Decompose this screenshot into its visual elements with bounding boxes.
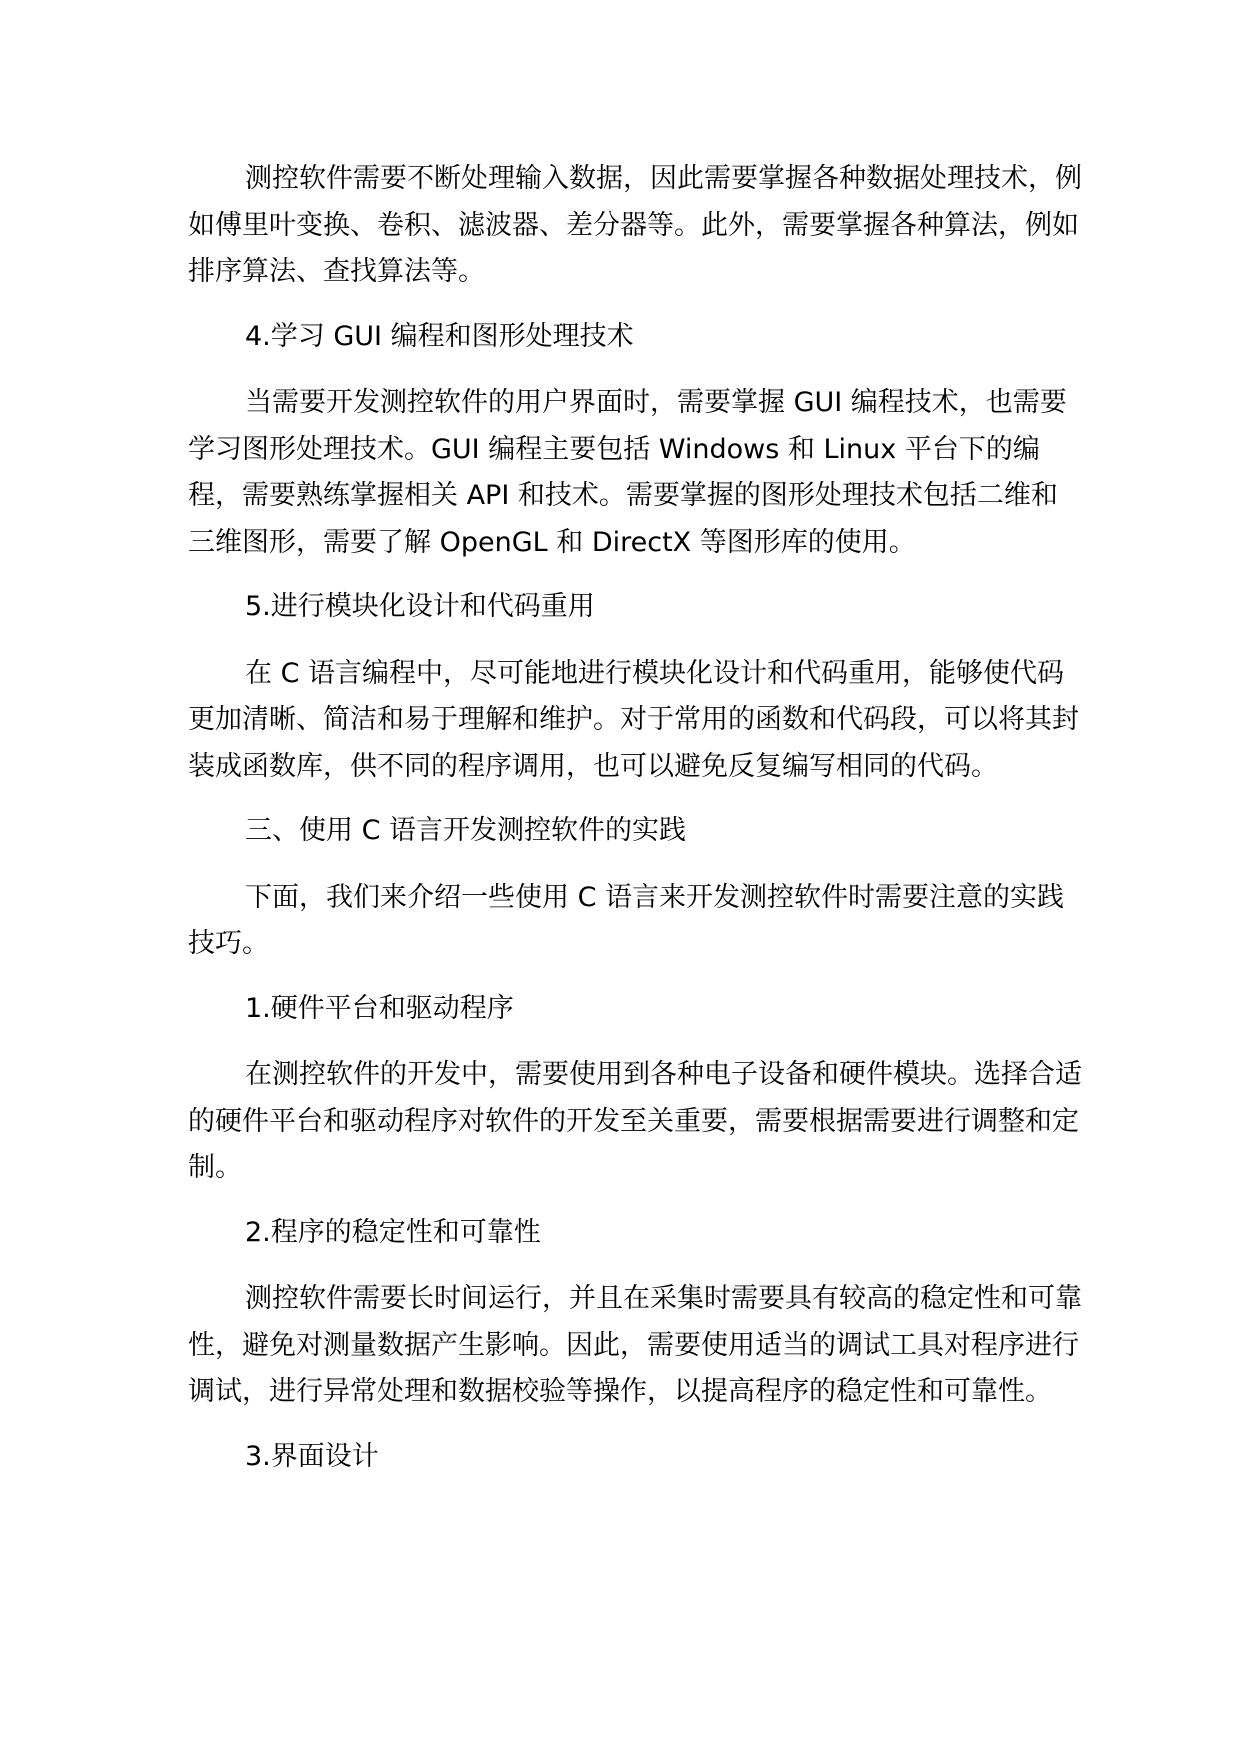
paragraph-hardware: 在测控软件的开发中，需要使用到各种电子设备和硬件模块。选择合适的硬件平台和驱动程序对软件的开发至关重要，需要根据需要进行调整和定制。 (188, 1059, 1082, 1183)
section-heading-stability: 2.程序的稳定性和可靠性 (245, 1216, 541, 1248)
paragraph-data-processing: 测控软件需要不断处理输入数据，因此需要掌握各种数据处理技术，例如傅里叶变换、卷积、滤波器、差分器等。此外，需要掌握各种算法，例如排序算法、查找算法等。 (188, 163, 1082, 287)
document-body (188, 156, 1083, 1500)
paragraph-practice-intro: 下面，我们来介绍一些使用 C 语言来开发测控软件时需要注意的实践技巧。 (188, 881, 1065, 959)
section-heading-gui: 4.学习 GUI 编程和图形处理技术 (245, 320, 634, 352)
paragraph-gui-programming: 当需要开发测控软件的用户界面时，需要掌握 GUI 编程技术，也需要学习图形处理技术。GUI 编程主要包括 Windows 和 Linux 平台下的编程，需要熟练掌握相关 API 和技术。需要掌握的图形处理技术包括二维和三维图形，需要了解 OpenGL 和 DirectX 等图形库的使用。 (188, 387, 1067, 558)
section-heading-practice: 三、使用 C 语言开发测控软件的实践 (245, 815, 687, 846)
section-heading-modular-design: 5.进行模块化设计和代码重用 (245, 591, 595, 622)
section-heading-hardware: 1.硬件平台和驱动程序 (245, 992, 514, 1024)
paragraph-modular-design: 在 C 语言编程中，尽可能地进行模块化设计和代码重用，能够使代码更加清晰、简洁和易于理解和维护。对于常用的函数和代码段，可以将其封装成函数库，供不同的程序调用，也可以避免反复编写相同的代码。 (188, 657, 1079, 782)
section-heading-ui-design: 3.界面设计 (245, 1440, 379, 1472)
paragraph-stability: 测控软件需要长时间运行，并且在采集时需要具有较高的稳定性和可靠性，避免对测量数据产生影响。因此，需要使用适当的调试工具对程序进行调试，进行异常处理和数据校验等操作，以提高程序的稳定性和可靠性。 (188, 1283, 1082, 1407)
